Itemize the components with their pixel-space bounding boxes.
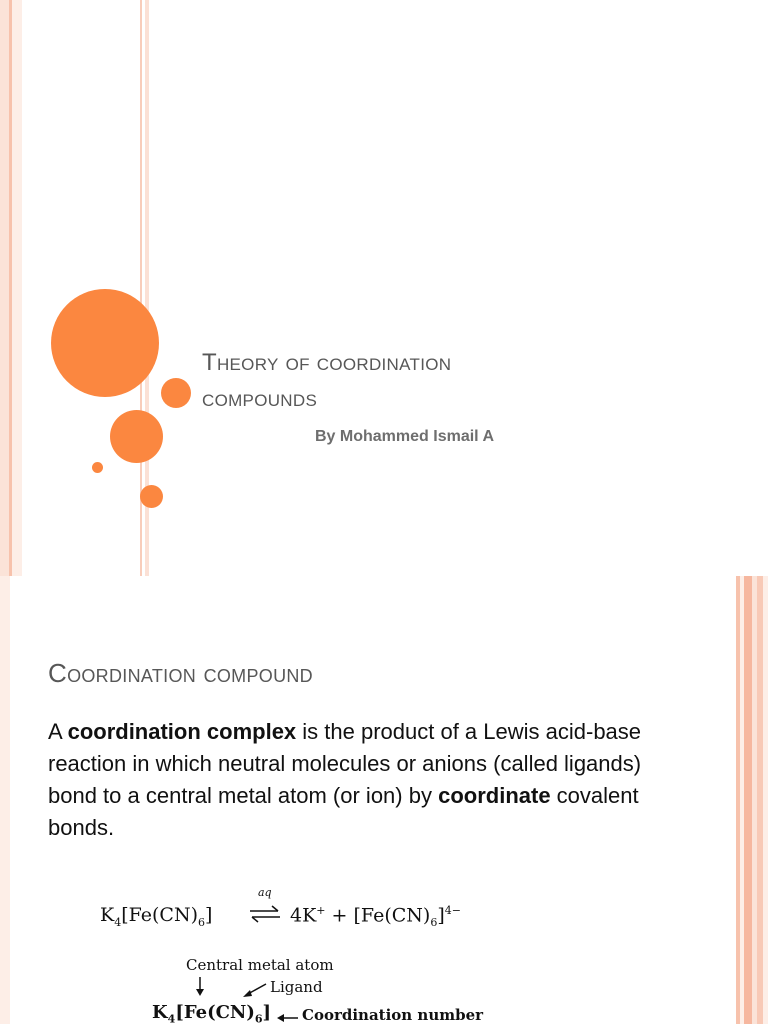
- slide-title: [202, 345, 722, 417]
- subscript: 4: [114, 915, 122, 929]
- formula-k: K: [152, 1002, 168, 1023]
- equilibrium-arrow-icon: [248, 900, 282, 930]
- superscript: 4−: [444, 904, 461, 917]
- formula-annotated: [152, 1002, 271, 1024]
- left-stripe: [0, 576, 10, 1024]
- right-stripe-3: [744, 576, 752, 1024]
- slide-title: Coordination compound: [48, 658, 313, 688]
- equation-figure: [100, 884, 550, 1024]
- subscript: 4: [167, 1012, 176, 1024]
- para-text: A: [48, 719, 68, 744]
- arrow-label: aq: [258, 886, 272, 899]
- para-bold-term: coordinate: [438, 783, 551, 808]
- right-stripe-6: [763, 576, 768, 1024]
- reactant-bracket-close: ]: [205, 904, 213, 926]
- label-coordination-number: Coordination number: [302, 1006, 484, 1024]
- reactant-k: K: [100, 904, 115, 926]
- superscript: +: [316, 904, 326, 917]
- small-orange-circle-1: [161, 378, 191, 408]
- reaction-equation: [100, 904, 212, 929]
- para-text: covalent bonds.: [48, 783, 639, 840]
- title-line-1: Theory of coordination: [202, 349, 452, 376]
- large-orange-circle: [51, 289, 159, 397]
- label-central-metal-atom: Central metal atom: [186, 956, 334, 974]
- down-arrow-icon: [194, 975, 206, 997]
- product-complex: [Fe(CN): [353, 904, 431, 927]
- equilibrium-arrow: [248, 886, 282, 926]
- ligand-arrow-icon: [242, 982, 268, 998]
- left-arrow-icon: [276, 1012, 300, 1024]
- formula-bracket-close: ]: [262, 1002, 272, 1023]
- formula-complex: [Fe(CN): [175, 1002, 255, 1023]
- product-k: 4K: [290, 904, 317, 927]
- para-text: is the product of a Lewis acid-base reaction in which neutral molecules or anions (called ligands) bond to a central metal atom (or ion) by: [48, 719, 642, 808]
- para-bold-term: coordination complex: [67, 719, 297, 744]
- medium-orange-circle: [110, 410, 163, 463]
- tiny-orange-circle: [92, 462, 103, 473]
- reactant-complex: [Fe(CN): [121, 904, 198, 926]
- small-orange-circle-2: [140, 485, 163, 508]
- author-name: By Mohammed Ismail A: [315, 428, 495, 445]
- content-slide: [0, 576, 768, 1024]
- subscript: 6: [430, 916, 438, 930]
- title-line-2: compounds: [202, 385, 318, 412]
- product-bracket-close: ]: [437, 904, 445, 927]
- left-stripe-3: [12, 0, 22, 576]
- products: [290, 904, 461, 929]
- subscript: 6: [198, 915, 205, 929]
- plus-sign: +: [325, 904, 354, 927]
- label-ligand: Ligand: [270, 978, 323, 996]
- left-stripe-1: [0, 0, 9, 576]
- definition-paragraph: [48, 716, 668, 844]
- subscript: 6: [254, 1012, 263, 1024]
